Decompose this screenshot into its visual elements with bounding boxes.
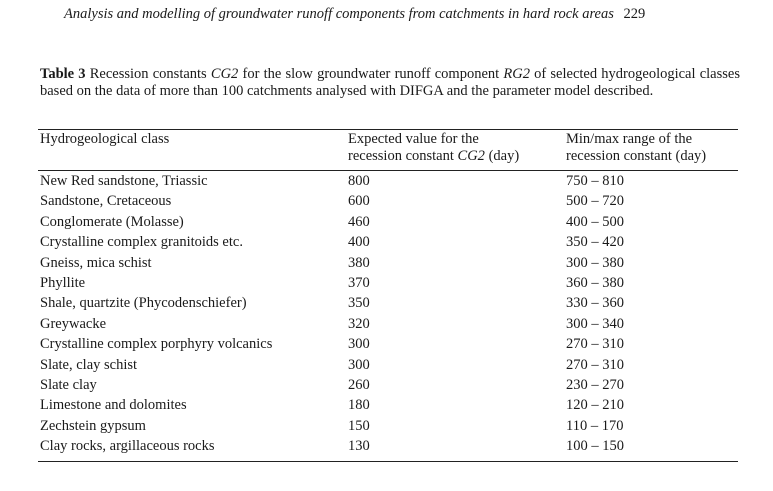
header-expected-line2	[348, 148, 519, 165]
cell-class: Crystalline complex granitoids etc.	[40, 234, 243, 251]
cell-range: 400 – 500	[566, 213, 624, 230]
table-row	[40, 172, 738, 192]
running-head	[64, 6, 739, 23]
table-row	[40, 213, 738, 233]
header-class	[40, 131, 169, 148]
cell-expected: 600	[348, 193, 370, 210]
cell-class: Crystalline complex porphyry volcanics	[40, 336, 273, 353]
cell-range: 330 – 360	[566, 295, 624, 312]
caption-text-before: Recession constants	[85, 66, 211, 82]
header-expected-line2-pre: recession constant	[348, 148, 458, 164]
table-row	[40, 396, 738, 416]
header-expected	[348, 131, 519, 165]
cell-expected: 180	[348, 397, 370, 414]
caption-symbol-cg2: CG2	[210, 66, 239, 82]
table-row	[40, 376, 738, 396]
cell-expected: 150	[348, 417, 370, 434]
header-range-line2: recession constant (day)	[566, 148, 707, 164]
cell-expected: 300	[348, 356, 370, 373]
cell-class: Slate, clay schist	[40, 356, 138, 373]
cell-expected: 400	[348, 234, 370, 251]
cell-range: 360 – 380	[566, 274, 624, 291]
header-expected-symbol: CG2	[457, 148, 485, 164]
cell-class: Greywacke	[40, 315, 107, 332]
cell-expected: 130	[348, 438, 370, 455]
cell-range: 270 – 310	[566, 356, 624, 373]
cell-expected: 370	[348, 274, 370, 291]
header-range	[566, 131, 706, 165]
cell-class: Clay rocks, argillaceous rocks	[40, 438, 215, 455]
cell-expected: 300	[348, 336, 370, 353]
table-row	[40, 417, 738, 437]
table-row	[40, 437, 738, 457]
cell-range: 230 – 270	[566, 376, 624, 393]
table-row	[40, 335, 738, 355]
caption-label: Table 3	[40, 66, 86, 82]
table-bottom-rule	[38, 461, 738, 462]
caption-text-after: of selected hydrogeological classes based on the data of more than 100 catchments analysed with DIFGA and the parameter model described.	[40, 66, 740, 99]
cell-class: New Red sandstone, Triassic	[40, 173, 208, 189]
cell-expected: 380	[348, 254, 370, 271]
cell-expected: 260	[348, 376, 370, 393]
caption-text-middle: for the slow groundwater runoff component	[238, 66, 504, 82]
table-row	[40, 254, 738, 274]
cell-range: 110 – 170	[566, 417, 624, 434]
cell-range: 300 – 380	[566, 254, 624, 271]
header-class-label: Hydrogeological class	[40, 131, 170, 147]
table-caption	[40, 66, 740, 100]
page-number: 229	[623, 6, 646, 22]
cell-range: 350 – 420	[566, 234, 624, 251]
cell-class: Limestone and dolomites	[40, 397, 187, 414]
cell-class: Shale, quartzite (Phycodenschiefer)	[40, 295, 247, 312]
cell-expected: 460	[348, 213, 370, 230]
running-head-title: Analysis and modelling of groundwater runoff components from catchments in hard rock areas	[64, 6, 614, 22]
cell-class: Conglomerate (Molasse)	[40, 213, 184, 230]
table-row	[40, 233, 738, 253]
cell-range: 300 – 340	[566, 315, 624, 332]
table-row	[40, 192, 738, 212]
table-row	[40, 294, 738, 314]
cell-range: 270 – 310	[566, 336, 624, 353]
cell-class: Slate clay	[40, 376, 97, 393]
header-expected-line1: Expected value for the	[348, 131, 479, 147]
cell-expected: 350	[348, 295, 370, 312]
caption-symbol-rg2: RG2	[503, 66, 530, 82]
table-row	[40, 356, 738, 376]
cell-class: Phyllite	[40, 274, 86, 291]
header-expected-line2-post: (day)	[484, 148, 520, 164]
cell-class: Zechstein gypsum	[40, 417, 146, 434]
cell-expected: 800	[348, 173, 370, 189]
cell-class: Gneiss, mica schist	[40, 254, 152, 271]
table-header-rule	[38, 170, 738, 171]
cell-class: Sandstone, Cretaceous	[40, 193, 172, 210]
cell-range: 100 – 150	[566, 438, 624, 455]
table-row	[40, 274, 738, 294]
table-row	[40, 315, 738, 335]
cell-range: 120 – 210	[566, 397, 624, 414]
table-body	[40, 172, 738, 457]
cell-expected: 320	[348, 315, 370, 332]
cell-range: 500 – 720	[566, 193, 624, 210]
cell-range: 750 – 810	[566, 173, 624, 189]
header-range-line1: Min/max range of the	[566, 131, 693, 147]
table-top-rule	[38, 129, 738, 130]
